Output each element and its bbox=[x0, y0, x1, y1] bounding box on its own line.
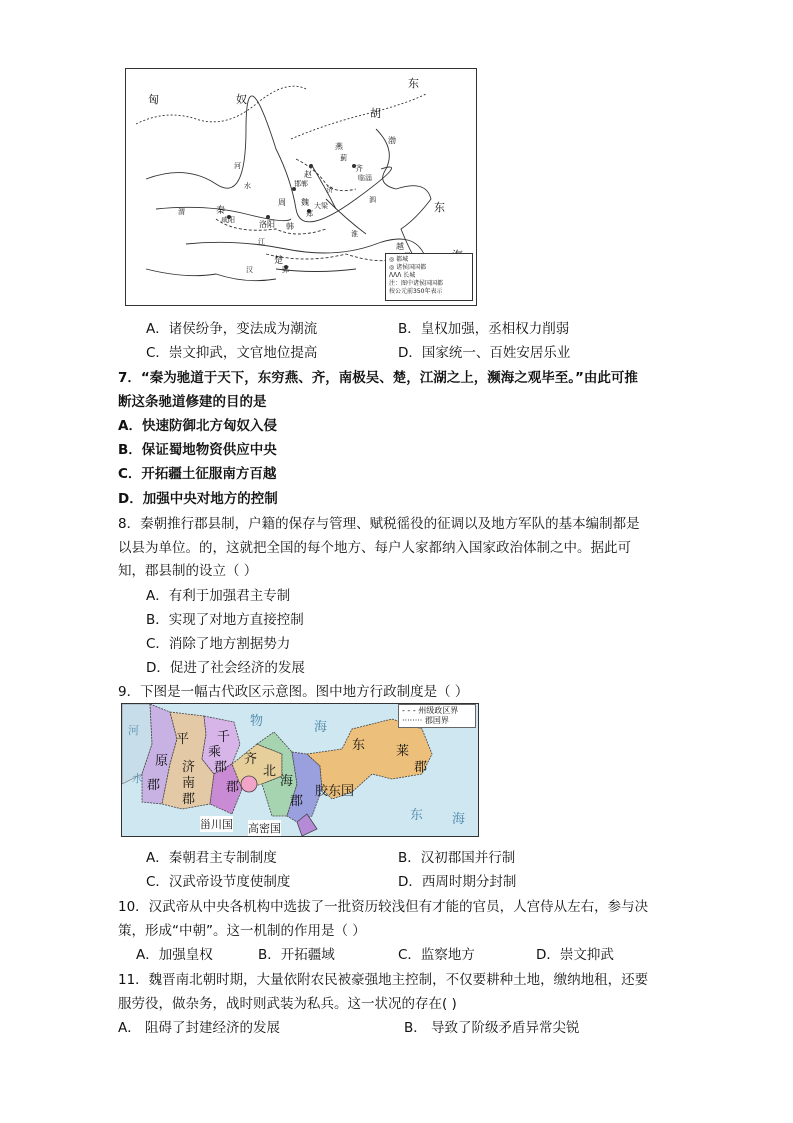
map1-label-hu: 胡 bbox=[370, 107, 381, 120]
map1-label-qi: 齐 bbox=[355, 164, 363, 173]
map1-label-han: 韩 bbox=[286, 222, 294, 231]
map1-label-qin: 秦 bbox=[216, 206, 226, 216]
map1-label-yan: 燕 bbox=[335, 142, 343, 151]
map1-label-daliang: 大梁 bbox=[314, 202, 328, 210]
q8-stem-line3: 知，郡县制的设立（ ） bbox=[118, 563, 258, 579]
q7-stem-line2: 断这条驰道修建的目的是 bbox=[118, 394, 267, 410]
map2-label-dong: 东 bbox=[352, 738, 366, 753]
q9-option-c: C．汉武帝设节度使制度 bbox=[146, 874, 291, 890]
map1-legend bbox=[385, 253, 473, 301]
map2-label-jun4: 郡 bbox=[226, 780, 240, 795]
q8-option-b: B．实现了对地方直接控制 bbox=[146, 612, 304, 628]
map1-label-wei: 魏 bbox=[301, 198, 309, 207]
map1-label-zheng: 郑 bbox=[306, 210, 313, 218]
map1-label-he: 河 bbox=[234, 162, 241, 170]
q9-stem: 9．下图是一幅古代政区示意图。图中地方行政制度是（ ） bbox=[118, 684, 469, 700]
q7-option-c: C．开拓疆土征服南方百越 bbox=[118, 466, 277, 482]
map2-label-ji: 济 bbox=[182, 760, 196, 775]
map2-label-wu: 物 bbox=[250, 714, 264, 729]
map2-label-jun3: 郡 bbox=[182, 792, 196, 807]
q9-option-a: A．秦朝君主专制制度 bbox=[146, 850, 277, 866]
map1-legend-capital: ◎ 都城 bbox=[389, 256, 409, 263]
map2-label-nan: 南 bbox=[182, 776, 196, 791]
map1-legend-note1: 注：图中诸侯国国都 bbox=[389, 280, 444, 287]
map1-label-dong-sea: 东 bbox=[434, 201, 445, 214]
map1-label-luoyang: 洛阳 bbox=[259, 220, 275, 229]
q10-option-d: D．崇文抑武 bbox=[536, 947, 614, 963]
map1-legend-wall: ᐱᐱᐱ 长城 bbox=[389, 272, 416, 279]
map2-label-jun6: 郡 bbox=[414, 760, 428, 775]
map2-label-ping: 平 bbox=[176, 732, 190, 747]
map1-label-wei-river: 渭 bbox=[178, 208, 185, 216]
map1-label-dong: 东 bbox=[408, 77, 419, 90]
q10-stem-line2: 策，形成“中朝”。这一机制的作用是（ ） bbox=[118, 923, 366, 939]
map2-legend bbox=[398, 704, 476, 728]
q8-option-c: C．消除了地方割据势力 bbox=[146, 636, 291, 652]
map1-label-jishui: 济 bbox=[326, 186, 333, 194]
q10-option-a: A．加强皇权 bbox=[136, 947, 213, 963]
q8-option-d: D．促进了社会经济的发展 bbox=[146, 660, 305, 676]
map1-legend-note2: 按公元前350年表示 bbox=[389, 288, 443, 295]
q8-stem-line1: 8．秦朝推行郡县制，户籍的保存与管理、赋税徭役的征调以及地方军队的基本编制都是 bbox=[118, 516, 640, 532]
map1-label-yue: 越 bbox=[396, 242, 404, 251]
map1-label-bo: 渤 bbox=[388, 136, 396, 145]
map1-label-huai: 淮 bbox=[351, 230, 358, 238]
map2-label-bei: 北 bbox=[263, 764, 277, 779]
q7-option-a: A．快速防御北方匈奴入侵 bbox=[118, 418, 277, 434]
map2-label-lai: 莱 bbox=[396, 744, 410, 759]
q11-option-a: A． 阻碍了封建经济的发展 bbox=[118, 1020, 281, 1036]
map2-label-hai-sea: 海 bbox=[452, 812, 466, 827]
q11-option-b: B． 导致了阶级矛盾异常尖锐 bbox=[404, 1020, 580, 1036]
map1-label-ying: 郢 bbox=[282, 266, 289, 274]
q9-option-b: B．汉初郡国并行制 bbox=[398, 850, 516, 866]
map2-label-jun2: 郡 bbox=[214, 760, 228, 775]
map1-label-shui: 水 bbox=[244, 182, 251, 190]
map2-label-zichuan: 甾川国 bbox=[200, 818, 233, 831]
map2-label-dong-sea: 东 bbox=[410, 808, 424, 823]
q11-stem-line1: 11．魏晋南北朝时期，大量依附农民被豪强地主控制，不仅要耕种土地，缴纳地租，还要 bbox=[118, 972, 649, 988]
map1-label-hanshui: 汉 bbox=[246, 266, 253, 274]
map1-label-zhao: 赵 bbox=[304, 170, 312, 179]
map2-label-jun5: 郡 bbox=[290, 794, 304, 809]
map1-label-si: 泗 bbox=[369, 196, 376, 204]
q6-option-c: C．崇文抑武，文官地位提高 bbox=[146, 345, 318, 361]
map2-legend-commandery: ········ 郡国界 bbox=[402, 716, 449, 725]
map1-label-chu: 楚 bbox=[274, 256, 284, 266]
q8-stem-line2: 以县为单位。的，这就把全国的每个地方、每户人家都纳入国家政治体制之中。据此可 bbox=[118, 540, 631, 556]
map1-label-zhou: 周 bbox=[278, 198, 286, 207]
map2-label-jun1: 郡 bbox=[147, 778, 161, 793]
q7-option-d: D．加强中央对地方的控制 bbox=[118, 491, 278, 507]
map2-label-yuan: 原 bbox=[155, 754, 169, 769]
map1-label-linzi: 临淄 bbox=[358, 174, 372, 182]
q6-option-b: B．皇权加强，丞相权力削弱 bbox=[398, 321, 570, 337]
map2-label-hai-bei: 海 bbox=[280, 774, 294, 789]
q7-stem-line1: 7．“秦为驰道于天下，东穷燕、齐，南极吴、楚，江湖之上，濒海之观毕至。”由此可推 bbox=[118, 370, 638, 386]
q6-option-d: D．国家统一、百姓安居乐业 bbox=[398, 345, 571, 361]
q10-option-c: C．监察地方 bbox=[398, 947, 475, 963]
map2-legend-province: - - - 州级政区界 bbox=[402, 706, 459, 715]
map2-label-jiaodong: 胶东国 bbox=[315, 784, 355, 799]
map1-label-handan: 邯郸 bbox=[294, 180, 308, 188]
map2-label-cheng: 乘 bbox=[208, 745, 222, 760]
q10-option-b: B．开拓疆域 bbox=[258, 947, 335, 963]
q11-stem-line2: 服劳役，做杂务，战时则武装为私兵。这一状况的存在( ) bbox=[118, 996, 457, 1012]
map2-label-he: 河 bbox=[128, 724, 139, 737]
map1-label-nu: 奴 bbox=[236, 93, 247, 106]
q9-option-d: D．西周时期分封制 bbox=[398, 874, 517, 890]
q10-stem-line1: 10．汉武帝从中央各机构中选拔了一批资历较浅但有才能的官员，人宫侍从左右，参与决 bbox=[118, 899, 649, 915]
map1-label-jiang: 江 bbox=[258, 238, 265, 246]
map1-label-ji: 蓟 bbox=[340, 154, 347, 162]
q8-option-a: A．有利于加强君主专制 bbox=[146, 588, 291, 604]
map1-legend-state-capital: ◎ 诸侯国国都 bbox=[389, 264, 427, 271]
map2-label-qian: 千 bbox=[217, 730, 231, 745]
q7-option-b: B．保证蜀地物资供应中央 bbox=[118, 442, 277, 458]
map2-label-qi: 齐 bbox=[244, 752, 258, 767]
map2-label-shui: 水 bbox=[132, 772, 143, 785]
map1-label-xianyang: 咸阳 bbox=[221, 216, 235, 224]
map1-label-xiong: 匈 bbox=[148, 93, 159, 106]
q6-option-a: A．诸侯纷争，变法成为潮流 bbox=[146, 321, 318, 337]
map2-label-hai-top: 海 bbox=[314, 720, 328, 735]
map2-label-gaomi: 高密国 bbox=[248, 822, 281, 835]
